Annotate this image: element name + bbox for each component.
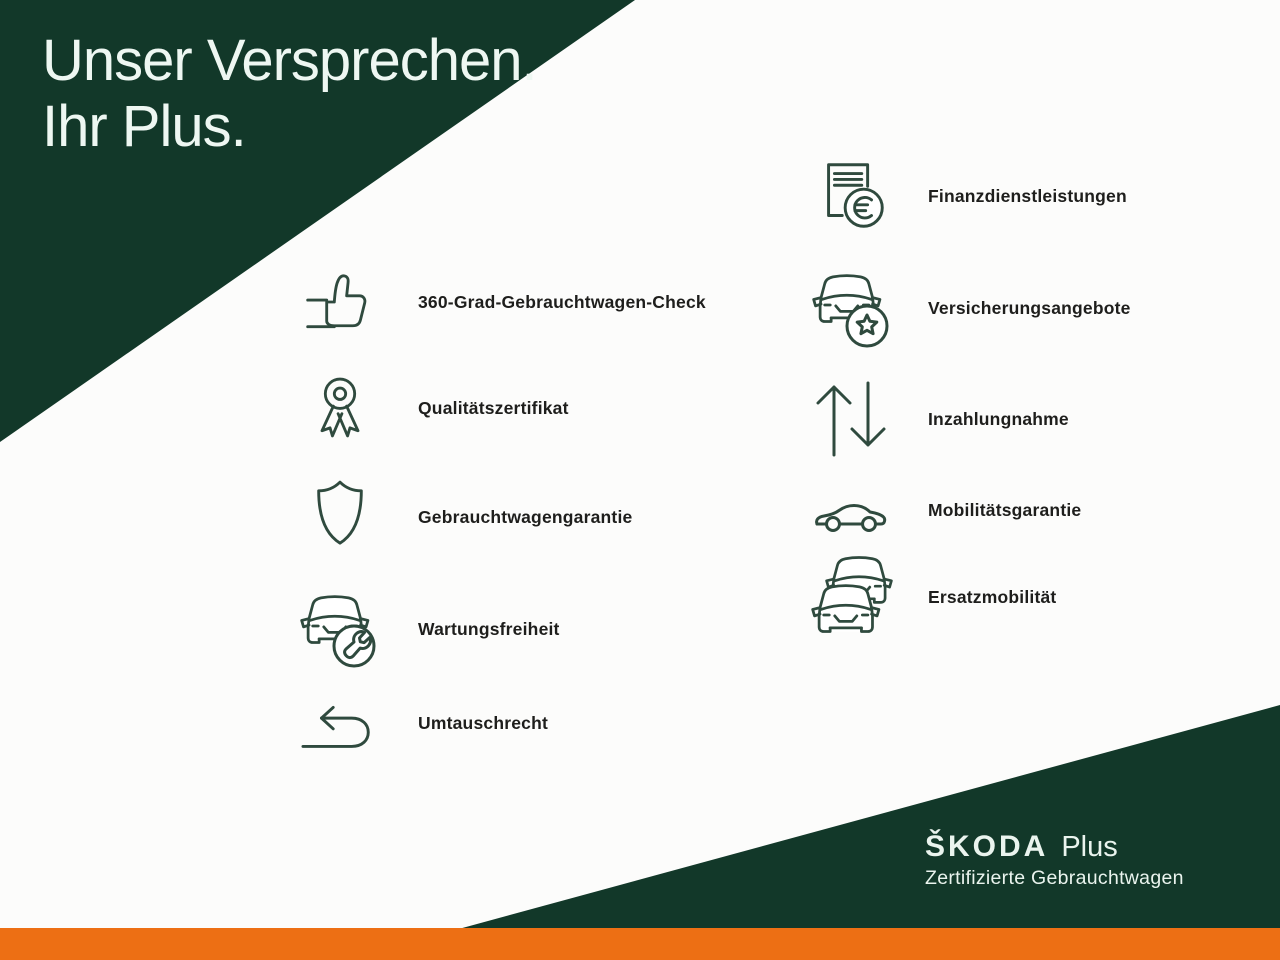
benefit-item xyxy=(296,681,548,765)
car-star-icon xyxy=(808,266,896,350)
skoda-wordmark: ŠKODA xyxy=(925,830,1049,863)
invoice-euro-icon xyxy=(808,154,896,238)
orange-footer-stripe xyxy=(0,928,1280,960)
benefit-label: Wartungsfreiheit xyxy=(418,618,560,639)
headline-line2: Ihr Plus. xyxy=(42,94,246,159)
benefit-item xyxy=(296,475,632,559)
benefit-label: Qualitätszertifikat xyxy=(418,397,569,418)
rosette-icon xyxy=(296,366,384,450)
benefit-item xyxy=(808,154,1127,238)
benefit-label: Gebrauchtwagengarantie xyxy=(418,506,633,527)
headline-line1: Unser Versprechen. xyxy=(42,28,537,93)
headline xyxy=(42,28,537,160)
arrows-up-down-icon xyxy=(808,377,896,461)
benefit-item xyxy=(808,377,1069,461)
benefit-label: Umtauschrecht xyxy=(418,712,548,733)
return-arrow-icon xyxy=(296,681,384,765)
benefit-label: Inzahlungnahme xyxy=(928,408,1069,429)
benefit-label: Versicherungsangebote xyxy=(928,297,1131,318)
benefit-label: Mobilitätsgarantie xyxy=(928,499,1082,520)
logo-tagline: Zertifizierte Gebrauchtwagen xyxy=(925,867,1184,889)
skoda-plus-logo xyxy=(925,832,1184,889)
benefit-item xyxy=(296,260,706,344)
benefit-label: 360-Grad-Gebrauchtwagen-Check xyxy=(418,291,706,312)
benefit-item xyxy=(296,587,560,671)
shield-icon xyxy=(296,475,384,559)
benefit-item xyxy=(296,366,569,450)
thumbs-up-icon xyxy=(296,260,384,344)
car-wrench-icon xyxy=(296,587,384,671)
benefit-item xyxy=(808,468,1081,552)
logo-product-name: Plus xyxy=(1061,831,1118,863)
car-side-icon xyxy=(808,468,896,552)
benefit-label: Ersatzmobilität xyxy=(928,586,1057,607)
benefit-label: Finanzdienstleistungen xyxy=(928,185,1127,206)
two-cars-icon xyxy=(808,555,896,639)
benefit-item xyxy=(808,551,1056,643)
benefit-item xyxy=(808,266,1131,350)
